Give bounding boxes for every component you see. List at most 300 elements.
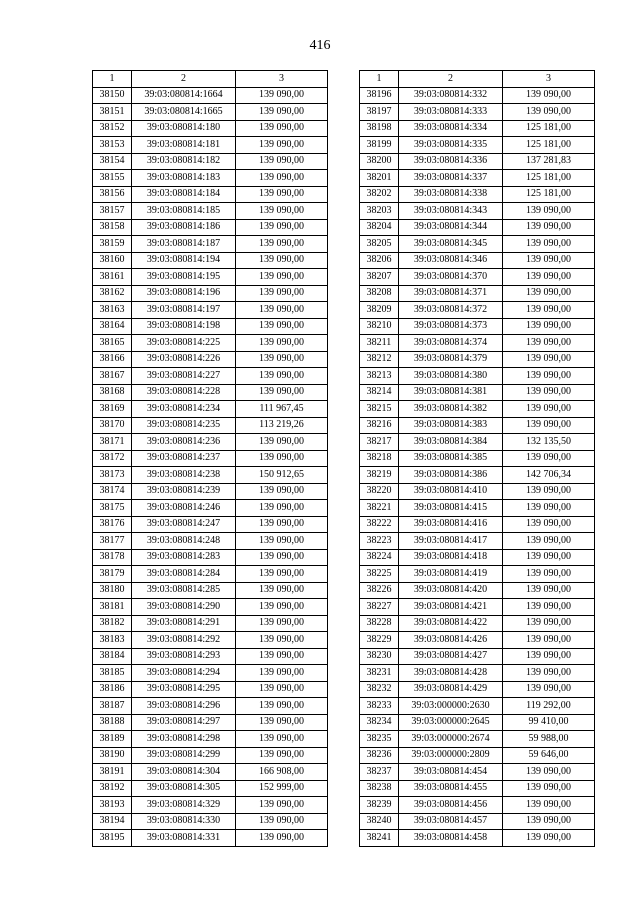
table-row xyxy=(93,137,328,154)
table-row xyxy=(360,549,595,566)
value-cell: 139 090,00 xyxy=(236,236,328,253)
table-row xyxy=(93,582,328,599)
value-cell: 139 090,00 xyxy=(503,830,595,847)
cadastral-number-cell: 39:03:080814:386 xyxy=(399,467,503,484)
value-cell: 139 090,00 xyxy=(503,615,595,632)
value-cell: 139 090,00 xyxy=(236,318,328,335)
table-row xyxy=(93,417,328,434)
cadastral-number-cell: 39:03:080814:330 xyxy=(132,813,236,830)
row-number-cell: 38235 xyxy=(360,731,399,748)
table-row xyxy=(360,830,595,847)
cadastral-number-cell: 39:03:080814:237 xyxy=(132,450,236,467)
value-cell: 125 181,00 xyxy=(503,120,595,137)
table-row xyxy=(360,236,595,253)
row-number-cell: 38154 xyxy=(93,153,132,170)
cadastral-number-cell: 39:03:080814:293 xyxy=(132,648,236,665)
table-row xyxy=(93,648,328,665)
table-row xyxy=(360,269,595,286)
value-cell: 139 090,00 xyxy=(236,104,328,121)
value-cell: 139 090,00 xyxy=(503,500,595,517)
row-number-cell: 38166 xyxy=(93,351,132,368)
cadastral-number-cell: 39:03:080814:283 xyxy=(132,549,236,566)
row-number-cell: 38198 xyxy=(360,120,399,137)
value-cell: 142 706,34 xyxy=(503,467,595,484)
value-cell: 139 090,00 xyxy=(503,681,595,698)
row-number-cell: 38206 xyxy=(360,252,399,269)
row-number-cell: 38193 xyxy=(93,797,132,814)
row-number-cell: 38205 xyxy=(360,236,399,253)
cadastral-number-cell: 39:03:080814:429 xyxy=(399,681,503,698)
table-row xyxy=(360,450,595,467)
header-col-2: 2 xyxy=(399,71,503,88)
row-number-cell: 38230 xyxy=(360,648,399,665)
value-cell: 139 090,00 xyxy=(503,335,595,352)
cadastral-number-cell: 39:03:080814:373 xyxy=(399,318,503,335)
cadastral-number-cell: 39:03:080814:292 xyxy=(132,632,236,649)
table-row xyxy=(93,797,328,814)
table-row xyxy=(360,648,595,665)
value-cell: 139 090,00 xyxy=(503,87,595,104)
row-number-cell: 38209 xyxy=(360,302,399,319)
cadastral-number-cell: 39:03:080814:457 xyxy=(399,813,503,830)
header-col-1: 1 xyxy=(360,71,399,88)
row-number-cell: 38184 xyxy=(93,648,132,665)
row-number-cell: 38155 xyxy=(93,170,132,187)
table-row xyxy=(93,747,328,764)
row-number-cell: 38175 xyxy=(93,500,132,517)
value-cell: 59 646,00 xyxy=(503,747,595,764)
cadastral-number-cell: 39:03:080814:296 xyxy=(132,698,236,715)
row-number-cell: 38163 xyxy=(93,302,132,319)
table-row xyxy=(360,483,595,500)
value-cell: 119 292,00 xyxy=(503,698,595,715)
row-number-cell: 38178 xyxy=(93,549,132,566)
row-number-cell: 38152 xyxy=(93,120,132,137)
row-number-cell: 38159 xyxy=(93,236,132,253)
cadastral-number-cell: 39:03:080814:1664 xyxy=(132,87,236,104)
table-row xyxy=(93,698,328,715)
table-row xyxy=(360,582,595,599)
row-number-cell: 38165 xyxy=(93,335,132,352)
row-number-cell: 38180 xyxy=(93,582,132,599)
row-number-cell: 38167 xyxy=(93,368,132,385)
cadastral-number-cell: 39:03:080814:331 xyxy=(132,830,236,847)
row-number-cell: 38199 xyxy=(360,137,399,154)
table-row xyxy=(93,500,328,517)
table-row xyxy=(360,104,595,121)
table-row xyxy=(93,731,328,748)
cadastral-number-cell: 39:03:080814:385 xyxy=(399,450,503,467)
table-row xyxy=(93,764,328,781)
cadastral-number-cell: 39:03:080814:427 xyxy=(399,648,503,665)
value-cell: 139 090,00 xyxy=(236,302,328,319)
value-cell: 139 090,00 xyxy=(503,549,595,566)
row-number-cell: 38221 xyxy=(360,500,399,517)
table-row xyxy=(360,351,595,368)
cadastral-table-left xyxy=(92,70,328,847)
table-row xyxy=(93,813,328,830)
value-cell: 139 090,00 xyxy=(236,813,328,830)
row-number-cell: 38234 xyxy=(360,714,399,731)
cadastral-number-cell: 39:03:000000:2645 xyxy=(399,714,503,731)
table-row xyxy=(93,87,328,104)
cadastral-number-cell: 39:03:000000:2630 xyxy=(399,698,503,715)
value-cell: 139 090,00 xyxy=(236,335,328,352)
cadastral-number-cell: 39:03:080814:329 xyxy=(132,797,236,814)
table-row xyxy=(360,615,595,632)
cadastral-number-cell: 39:03:080814:383 xyxy=(399,417,503,434)
row-number-cell: 38222 xyxy=(360,516,399,533)
table-body-right xyxy=(360,87,595,846)
table-row xyxy=(93,120,328,137)
row-number-cell: 38225 xyxy=(360,566,399,583)
cadastral-number-cell: 39:03:080814:416 xyxy=(399,516,503,533)
table-row xyxy=(93,285,328,302)
value-cell: 139 090,00 xyxy=(503,384,595,401)
table-row xyxy=(93,335,328,352)
table-row xyxy=(93,318,328,335)
row-number-cell: 38162 xyxy=(93,285,132,302)
row-number-cell: 38172 xyxy=(93,450,132,467)
row-number-cell: 38169 xyxy=(93,401,132,418)
table-row xyxy=(360,780,595,797)
value-cell: 125 181,00 xyxy=(503,137,595,154)
table-row xyxy=(360,170,595,187)
cadastral-number-cell: 39:03:080814:344 xyxy=(399,219,503,236)
cadastral-number-cell: 39:03:080814:454 xyxy=(399,764,503,781)
header-col-2: 2 xyxy=(132,71,236,88)
cadastral-number-cell: 39:03:080814:335 xyxy=(399,137,503,154)
row-number-cell: 38190 xyxy=(93,747,132,764)
row-number-cell: 38186 xyxy=(93,681,132,698)
value-cell: 111 967,45 xyxy=(236,401,328,418)
value-cell: 139 090,00 xyxy=(236,186,328,203)
row-number-cell: 38181 xyxy=(93,599,132,616)
value-cell: 139 090,00 xyxy=(503,203,595,220)
value-cell: 139 090,00 xyxy=(236,285,328,302)
cadastral-number-cell: 39:03:000000:2674 xyxy=(399,731,503,748)
header-col-3: 3 xyxy=(503,71,595,88)
row-number-cell: 38237 xyxy=(360,764,399,781)
table-body-left xyxy=(93,87,328,846)
table-row xyxy=(93,483,328,500)
value-cell: 139 090,00 xyxy=(503,764,595,781)
cadastral-number-cell: 39:03:080814:197 xyxy=(132,302,236,319)
row-number-cell: 38153 xyxy=(93,137,132,154)
table-row xyxy=(93,516,328,533)
table-row xyxy=(93,450,328,467)
cadastral-number-cell: 39:03:080814:236 xyxy=(132,434,236,451)
row-number-cell: 38239 xyxy=(360,797,399,814)
value-cell: 139 090,00 xyxy=(236,252,328,269)
value-cell: 139 090,00 xyxy=(236,599,328,616)
row-number-cell: 38203 xyxy=(360,203,399,220)
row-number-cell: 38213 xyxy=(360,368,399,385)
table-row xyxy=(360,632,595,649)
value-cell: 139 090,00 xyxy=(503,252,595,269)
row-number-cell: 38229 xyxy=(360,632,399,649)
value-cell: 113 219,26 xyxy=(236,417,328,434)
cadastral-number-cell: 39:03:080814:305 xyxy=(132,780,236,797)
cadastral-number-cell: 39:03:080814:333 xyxy=(399,104,503,121)
cadastral-number-cell: 39:03:080814:285 xyxy=(132,582,236,599)
row-number-cell: 38179 xyxy=(93,566,132,583)
value-cell: 139 090,00 xyxy=(236,170,328,187)
cadastral-number-cell: 39:03:080814:298 xyxy=(132,731,236,748)
cadastral-number-cell: 39:03:080814:371 xyxy=(399,285,503,302)
row-number-cell: 38157 xyxy=(93,203,132,220)
table-row xyxy=(93,830,328,847)
row-number-cell: 38238 xyxy=(360,780,399,797)
table-row xyxy=(93,236,328,253)
row-number-cell: 38228 xyxy=(360,615,399,632)
row-number-cell: 38212 xyxy=(360,351,399,368)
cadastral-number-cell: 39:03:080814:410 xyxy=(399,483,503,500)
cadastral-number-cell: 39:03:080814:299 xyxy=(132,747,236,764)
value-cell: 139 090,00 xyxy=(236,434,328,451)
cadastral-number-cell: 39:03:080814:248 xyxy=(132,533,236,550)
cadastral-number-cell: 39:03:080814:345 xyxy=(399,236,503,253)
header-col-3: 3 xyxy=(236,71,328,88)
cadastral-number-cell: 39:03:080814:428 xyxy=(399,665,503,682)
cadastral-number-cell: 39:03:080814:334 xyxy=(399,120,503,137)
cadastral-number-cell: 39:03:080814:187 xyxy=(132,236,236,253)
cadastral-number-cell: 39:03:080814:235 xyxy=(132,417,236,434)
table-row xyxy=(360,285,595,302)
table-row xyxy=(360,87,595,104)
row-number-cell: 38204 xyxy=(360,219,399,236)
table-row xyxy=(93,252,328,269)
row-number-cell: 38173 xyxy=(93,467,132,484)
cadastral-number-cell: 39:03:080814:417 xyxy=(399,533,503,550)
table-row xyxy=(93,714,328,731)
row-number-cell: 38241 xyxy=(360,830,399,847)
value-cell: 139 090,00 xyxy=(503,797,595,814)
cadastral-number-cell: 39:03:080814:182 xyxy=(132,153,236,170)
table-row xyxy=(360,764,595,781)
table-row xyxy=(360,434,595,451)
cadastral-number-cell: 39:03:080814:291 xyxy=(132,615,236,632)
value-cell: 139 090,00 xyxy=(236,153,328,170)
value-cell: 139 090,00 xyxy=(503,813,595,830)
table-row xyxy=(93,153,328,170)
value-cell: 139 090,00 xyxy=(503,599,595,616)
table-row xyxy=(93,434,328,451)
cadastral-number-cell: 39:03:080814:226 xyxy=(132,351,236,368)
cadastral-number-cell: 39:03:080814:234 xyxy=(132,401,236,418)
value-cell: 139 090,00 xyxy=(236,137,328,154)
table-row xyxy=(93,467,328,484)
value-cell: 139 090,00 xyxy=(503,236,595,253)
cadastral-number-cell: 39:03:080814:198 xyxy=(132,318,236,335)
table-row xyxy=(360,384,595,401)
value-cell: 139 090,00 xyxy=(236,203,328,220)
value-cell: 139 090,00 xyxy=(503,351,595,368)
row-number-cell: 38219 xyxy=(360,467,399,484)
cadastral-number-cell: 39:03:080814:247 xyxy=(132,516,236,533)
row-number-cell: 38217 xyxy=(360,434,399,451)
cadastral-number-cell: 39:03:080814:194 xyxy=(132,252,236,269)
table-row xyxy=(93,615,328,632)
cadastral-number-cell: 39:03:080814:186 xyxy=(132,219,236,236)
value-cell: 139 090,00 xyxy=(236,549,328,566)
table-row xyxy=(93,302,328,319)
cadastral-table-right xyxy=(359,70,595,847)
cadastral-number-cell: 39:03:000000:2809 xyxy=(399,747,503,764)
value-cell: 139 090,00 xyxy=(236,500,328,517)
cadastral-number-cell: 39:03:080814:381 xyxy=(399,384,503,401)
value-cell: 139 090,00 xyxy=(236,582,328,599)
cadastral-number-cell: 39:03:080814:180 xyxy=(132,120,236,137)
row-number-cell: 38191 xyxy=(93,764,132,781)
row-number-cell: 38164 xyxy=(93,318,132,335)
value-cell: 139 090,00 xyxy=(236,731,328,748)
cadastral-number-cell: 39:03:080814:246 xyxy=(132,500,236,517)
table-row xyxy=(360,318,595,335)
page-number: 416 xyxy=(309,38,331,53)
row-number-cell: 38151 xyxy=(93,104,132,121)
table-row xyxy=(93,681,328,698)
cadastral-number-cell: 39:03:080814:297 xyxy=(132,714,236,731)
table-row xyxy=(360,500,595,517)
cadastral-number-cell: 39:03:080814:379 xyxy=(399,351,503,368)
cadastral-number-cell: 39:03:080814:458 xyxy=(399,830,503,847)
cadastral-number-cell: 39:03:080814:419 xyxy=(399,566,503,583)
value-cell: 139 090,00 xyxy=(236,120,328,137)
row-number-cell: 38233 xyxy=(360,698,399,715)
table-row xyxy=(93,533,328,550)
row-number-cell: 38197 xyxy=(360,104,399,121)
value-cell: 139 090,00 xyxy=(503,368,595,385)
value-cell: 139 090,00 xyxy=(503,219,595,236)
table-row xyxy=(93,203,328,220)
cadastral-number-cell: 39:03:080814:228 xyxy=(132,384,236,401)
value-cell: 139 090,00 xyxy=(236,87,328,104)
cadastral-number-cell: 39:03:080814:284 xyxy=(132,566,236,583)
row-number-cell: 38210 xyxy=(360,318,399,335)
row-number-cell: 38171 xyxy=(93,434,132,451)
row-number-cell: 38227 xyxy=(360,599,399,616)
cadastral-number-cell: 39:03:080814:456 xyxy=(399,797,503,814)
table-row xyxy=(360,516,595,533)
row-number-cell: 38218 xyxy=(360,450,399,467)
table-row xyxy=(93,599,328,616)
table-row xyxy=(360,368,595,385)
value-cell: 139 090,00 xyxy=(503,648,595,665)
cadastral-number-cell: 39:03:080814:227 xyxy=(132,368,236,385)
table-row xyxy=(360,252,595,269)
value-cell: 139 090,00 xyxy=(236,351,328,368)
table-row xyxy=(360,153,595,170)
cadastral-number-cell: 39:03:080814:338 xyxy=(399,186,503,203)
table-row xyxy=(360,698,595,715)
table-row xyxy=(360,467,595,484)
row-number-cell: 38216 xyxy=(360,417,399,434)
value-cell: 139 090,00 xyxy=(236,681,328,698)
value-cell: 137 281,83 xyxy=(503,153,595,170)
value-cell: 139 090,00 xyxy=(236,714,328,731)
value-cell: 139 090,00 xyxy=(503,582,595,599)
value-cell: 139 090,00 xyxy=(236,219,328,236)
value-cell: 139 090,00 xyxy=(236,665,328,682)
table-row xyxy=(360,186,595,203)
cadastral-number-cell: 39:03:080814:346 xyxy=(399,252,503,269)
table-row xyxy=(360,665,595,682)
table-row xyxy=(93,665,328,682)
row-number-cell: 38211 xyxy=(360,335,399,352)
value-cell: 139 090,00 xyxy=(236,269,328,286)
row-number-cell: 38168 xyxy=(93,384,132,401)
cadastral-number-cell: 39:03:080814:185 xyxy=(132,203,236,220)
row-number-cell: 38240 xyxy=(360,813,399,830)
value-cell: 139 090,00 xyxy=(503,450,595,467)
value-cell: 139 090,00 xyxy=(503,533,595,550)
row-number-cell: 38200 xyxy=(360,153,399,170)
row-number-cell: 38196 xyxy=(360,87,399,104)
table-row xyxy=(360,302,595,319)
row-number-cell: 38236 xyxy=(360,747,399,764)
value-cell: 139 090,00 xyxy=(236,368,328,385)
table-row xyxy=(93,368,328,385)
table-row xyxy=(93,186,328,203)
value-cell: 152 999,00 xyxy=(236,780,328,797)
value-cell: 139 090,00 xyxy=(236,648,328,665)
row-number-cell: 38176 xyxy=(93,516,132,533)
table-row xyxy=(360,797,595,814)
row-number-cell: 38185 xyxy=(93,665,132,682)
row-number-cell: 38188 xyxy=(93,714,132,731)
value-cell: 139 090,00 xyxy=(236,698,328,715)
value-cell: 139 090,00 xyxy=(503,417,595,434)
table-row xyxy=(93,269,328,286)
row-number-cell: 38156 xyxy=(93,186,132,203)
table-header-row xyxy=(93,71,328,88)
value-cell: 139 090,00 xyxy=(503,632,595,649)
value-cell: 99 410,00 xyxy=(503,714,595,731)
row-number-cell: 38232 xyxy=(360,681,399,698)
cadastral-number-cell: 39:03:080814:455 xyxy=(399,780,503,797)
value-cell: 166 908,00 xyxy=(236,764,328,781)
row-number-cell: 38220 xyxy=(360,483,399,500)
cadastral-number-cell: 39:03:080814:290 xyxy=(132,599,236,616)
value-cell: 132 135,50 xyxy=(503,434,595,451)
row-number-cell: 38174 xyxy=(93,483,132,500)
value-cell: 139 090,00 xyxy=(236,483,328,500)
table-row xyxy=(360,203,595,220)
table-row xyxy=(93,780,328,797)
row-number-cell: 38195 xyxy=(93,830,132,847)
cadastral-number-cell: 39:03:080814:225 xyxy=(132,335,236,352)
header-col-1: 1 xyxy=(93,71,132,88)
table-row xyxy=(360,120,595,137)
row-number-cell: 38214 xyxy=(360,384,399,401)
table-row xyxy=(93,566,328,583)
table-row xyxy=(360,533,595,550)
value-cell: 139 090,00 xyxy=(503,780,595,797)
value-cell: 139 090,00 xyxy=(503,285,595,302)
cadastral-number-cell: 39:03:080814:374 xyxy=(399,335,503,352)
table-row xyxy=(360,747,595,764)
row-number-cell: 38187 xyxy=(93,698,132,715)
cadastral-number-cell: 39:03:080814:295 xyxy=(132,681,236,698)
value-cell: 139 090,00 xyxy=(236,615,328,632)
cadastral-number-cell: 39:03:080814:372 xyxy=(399,302,503,319)
cadastral-number-cell: 39:03:080814:370 xyxy=(399,269,503,286)
row-number-cell: 38223 xyxy=(360,533,399,550)
row-number-cell: 38201 xyxy=(360,170,399,187)
cadastral-number-cell: 39:03:080814:1665 xyxy=(132,104,236,121)
value-cell: 139 090,00 xyxy=(236,384,328,401)
